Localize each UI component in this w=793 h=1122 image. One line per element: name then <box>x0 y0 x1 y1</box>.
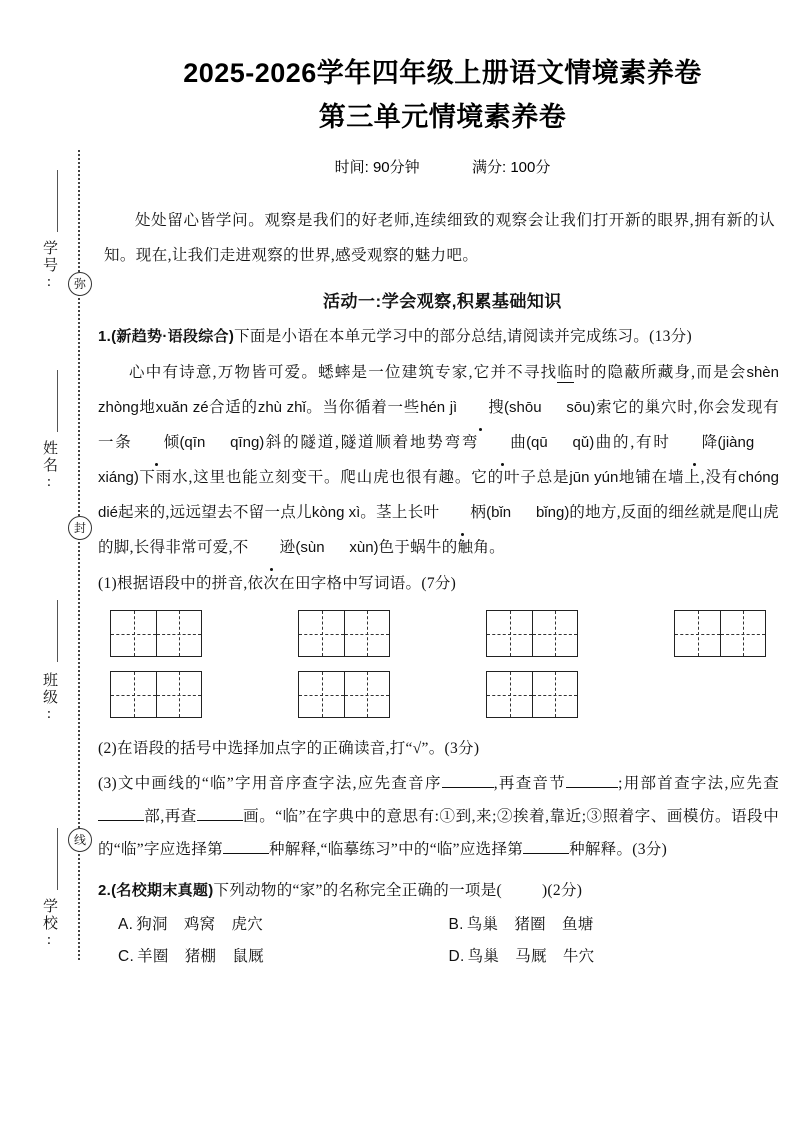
tianzige-box[interactable] <box>298 610 390 657</box>
choice-pinyin-qin: (qīn <box>179 434 206 451</box>
sub-3-text-e: 画。“临”在字典中的意思有:①到,来;②挨着,靠近;③照着字、画模仿。语段中的“临”字应选择第 <box>98 808 779 858</box>
choice-pinyin-shou: (shōu <box>504 399 542 416</box>
passage-seg-6: 索它的巢穴时,你会发现有一条 <box>98 399 779 451</box>
question-1-tag: (新趋势·语段综合) <box>111 328 235 345</box>
sub-3-label: (3) <box>98 775 117 792</box>
activity-one-heading: 活动一:学会观察,积累基础知识 <box>323 292 562 311</box>
option-b[interactable] <box>449 909 780 941</box>
tianzige-cell[interactable] <box>299 611 344 656</box>
sub-3-text-d: 部,再查 <box>144 808 197 825</box>
tianzige-cell[interactable] <box>675 611 720 656</box>
tianzige-cell[interactable] <box>344 611 389 656</box>
option-row-cd <box>118 941 779 973</box>
seal-field-school: 学校: <box>41 898 57 950</box>
question-1-sub-2 <box>98 732 779 765</box>
pinyin-xuanze: xuǎn zé <box>155 399 209 416</box>
tianzige-box[interactable] <box>110 610 202 657</box>
question-2-number: 2. <box>98 882 112 899</box>
sub-2-text: 在语段的括号中选择加点字的正确读音,打“√”。(3分) <box>116 740 480 757</box>
pinyin-shenzhong: shèn zhòng <box>98 364 779 416</box>
sub-2-label: (2) <box>98 740 117 757</box>
question-2 <box>98 874 779 907</box>
passage-seg-5: 。当你循着一些 <box>305 399 421 416</box>
option-a-label: A. <box>118 916 134 933</box>
seal-badge-xian: 线 <box>68 828 92 852</box>
page-subtitle: 第三单元情境素养卷 <box>318 102 567 132</box>
dotted-char-jiang: 降 <box>671 425 718 460</box>
choice-pinyin-bing: bǐng) <box>535 504 570 521</box>
seal-field-name: 姓名: <box>41 440 57 492</box>
question-2-options <box>118 909 779 973</box>
option-c-word-1: 羊圈 <box>137 948 169 965</box>
option-d-word-1: 鸟巢 <box>467 948 500 965</box>
time-label: 时间: 90分钟 <box>334 159 420 176</box>
option-c-label: C. <box>118 948 135 965</box>
question-2-stem-text: 下列动物的“家”的名称完全正确的一项是( <box>213 882 502 899</box>
option-a-word-1: 狗洞 <box>136 916 168 933</box>
seal-field-student-id: 学号: <box>41 240 57 292</box>
dotted-char-qing: 倾 <box>133 425 180 460</box>
sub-3-text-b: ,再查音节 <box>493 775 567 792</box>
passage-seg-11: 起来的,远远望去不留一点儿 <box>118 504 312 521</box>
option-a-word-3: 虎穴 <box>231 916 264 933</box>
answer-blank-jieshi-1[interactable] <box>223 838 269 855</box>
tianzige-cell[interactable] <box>487 672 532 717</box>
tianzige-row <box>110 610 793 657</box>
sub-3-text-g: 种解释。(3分) <box>569 841 668 858</box>
pinyin-chongdie: chóng dié <box>98 469 779 521</box>
dotted-char-qu: 曲 <box>479 425 526 460</box>
seal-rule-2 <box>57 370 58 432</box>
tianzige-cell[interactable] <box>720 611 765 656</box>
seal-rule-3 <box>57 600 58 662</box>
choice-pinyin-sou: sōu) <box>566 399 596 416</box>
seal-strip <box>0 0 92 1122</box>
option-d-label: D. <box>448 948 465 965</box>
tianzige-cell[interactable] <box>344 672 389 717</box>
passage-seg-12: 。茎上长叶 <box>360 504 440 521</box>
tianzige-cell[interactable] <box>156 672 201 717</box>
tianzige-cell[interactable] <box>299 672 344 717</box>
passage-seg-1: 心中有诗意,万物皆可爱。蟋蟀是一位建筑专家,它并不寻找 <box>129 364 558 381</box>
tianzige-box[interactable] <box>298 671 390 718</box>
exam-sheet <box>92 0 793 1122</box>
passage-seg-2: 时的隐蔽所藏身,而是会 <box>574 364 747 381</box>
tianzige-box[interactable] <box>486 610 578 657</box>
passage-underlined-lin: 临 <box>557 364 575 381</box>
tianzige-cell[interactable] <box>487 611 532 656</box>
question-1-number: 1. <box>98 328 112 345</box>
option-a[interactable] <box>118 909 449 941</box>
tianzige-grid-area <box>110 610 793 718</box>
question-1-stem <box>98 320 779 353</box>
pinyin-zhuzhi: zhù zhǐ <box>257 399 306 416</box>
passage-seg-8: 曲的,有时 <box>594 434 671 451</box>
question-2-answer-slot[interactable] <box>502 880 542 896</box>
answer-blank-yinjie[interactable] <box>566 772 618 789</box>
question-1-sub-3 <box>98 767 779 866</box>
option-b-label: B. <box>448 916 464 933</box>
sub-3-text-f: 种解释,“临摹练习”中的“临”应选择第 <box>268 841 524 858</box>
passage-seg-9: 下雨水,这里也能立刻变干。爬山虎也很有趣。它的叶子总是 <box>138 469 570 486</box>
choice-pinyin-bin: (bǐn <box>486 504 512 521</box>
option-c[interactable] <box>118 941 449 973</box>
dotted-char-xun: 逊 <box>249 530 296 565</box>
pinyin-kongxi: kòng xì <box>311 504 361 521</box>
seal-rule-1 <box>57 170 58 232</box>
choice-pinyin-sun: (sùn <box>295 539 325 556</box>
sub-1-text: 根据语段中的拼音,依次在田字格中写词语。(7分) <box>116 575 457 592</box>
question-1-sub-1 <box>98 567 779 600</box>
option-b-word-1: 鸟巢 <box>466 916 499 933</box>
option-b-word-3: 鱼塘 <box>561 916 594 933</box>
choice-pinyin-qing: qīng) <box>230 434 265 451</box>
passage-seg-13: 的地方,反面的细丝就是爬山虎的脚,长得非常可爱,不 <box>98 504 779 556</box>
option-c-word-3: 鼠厩 <box>232 948 264 965</box>
question-2-stem <box>98 874 779 907</box>
seal-badge-feng: 封 <box>68 516 92 540</box>
passage-seg-10: 地铺在墙上,没有 <box>618 469 739 486</box>
question-2-stem-end: )(2分) <box>541 882 583 899</box>
passage-seg-14: 色于蜗牛的触角。 <box>378 539 505 556</box>
sub-3-text-a: 文中画线的“临”字用音序查字法,应先查音序 <box>116 775 442 792</box>
tianzige-cell[interactable] <box>532 611 577 656</box>
tianzige-cell[interactable] <box>111 611 156 656</box>
tianzige-cell[interactable] <box>532 672 577 717</box>
tianzige-row <box>110 671 793 718</box>
choice-pinyin-jiang: (jiàng <box>717 434 755 451</box>
sub-1-label: (1) <box>98 575 117 592</box>
option-c-word-2: 猪棚 <box>184 948 217 965</box>
seal-rule-4 <box>57 828 58 890</box>
choice-pinyin-qu3: qǔ) <box>572 434 595 451</box>
passage-seg-7: 斜的隧道,隧道顺着地势弯弯 <box>264 434 480 451</box>
choice-pinyin-xun: xùn) <box>349 539 379 556</box>
dotted-char-bing: 柄 <box>439 495 486 530</box>
sub-3-text-c: ;用部首查字法,应先查 <box>618 775 779 792</box>
exam-meta <box>92 156 793 177</box>
option-d[interactable] <box>449 941 780 973</box>
tianzige-cell[interactable] <box>156 611 201 656</box>
intro-paragraph: 处处留心皆学问。观察是我们的好老师,连续细致的观察会让我们打开新的眼界,拥有新的认知。现在,让我们走进观察的世界,感受观察的魅力吧。 <box>104 212 775 264</box>
pinyin-junyun: jūn yún <box>569 469 619 486</box>
tianzige-box[interactable] <box>486 671 578 718</box>
tianzige-cell[interactable] <box>111 672 156 717</box>
score-label: 满分: 100分 <box>472 159 551 176</box>
option-row-ab <box>118 909 779 941</box>
seal-field-class: 班级: <box>41 672 57 724</box>
page-title: 2025-2026学年四年级上册语文情境素养卷 <box>183 58 702 88</box>
question-1-stem-text: 下面是小语在本单元学习中的部分总结,请阅读并完成练习。(13分) <box>234 328 692 345</box>
answer-blank-bushou[interactable] <box>98 805 144 822</box>
dotted-char-sou: 搜 <box>457 390 504 425</box>
tianzige-box[interactable] <box>110 671 202 718</box>
answer-blank-jieshi-2[interactable] <box>523 838 569 855</box>
question-2-tag: (名校期末真题) <box>111 882 214 899</box>
passage-seg-3: 地 <box>138 399 156 416</box>
question-1 <box>98 320 779 353</box>
option-d-word-3: 牛穴 <box>562 948 595 965</box>
answer-blank-bihua[interactable] <box>197 805 243 822</box>
pinyin-henji: hén jì <box>420 399 458 416</box>
passage-seg-4: 合适的 <box>208 399 258 416</box>
choice-pinyin-qu1: (qū <box>526 434 548 451</box>
question-1-passage <box>98 355 779 565</box>
option-a-word-2: 鸡窝 <box>183 916 216 933</box>
choice-pinyin-xiang: xiáng) <box>98 469 139 486</box>
answer-blank-yinxu[interactable] <box>442 772 494 789</box>
option-b-word-2: 猪圈 <box>514 916 546 933</box>
seal-badge-mi: 弥 <box>68 272 92 296</box>
option-d-word-2: 马厩 <box>515 948 547 965</box>
tianzige-box[interactable] <box>674 610 766 657</box>
